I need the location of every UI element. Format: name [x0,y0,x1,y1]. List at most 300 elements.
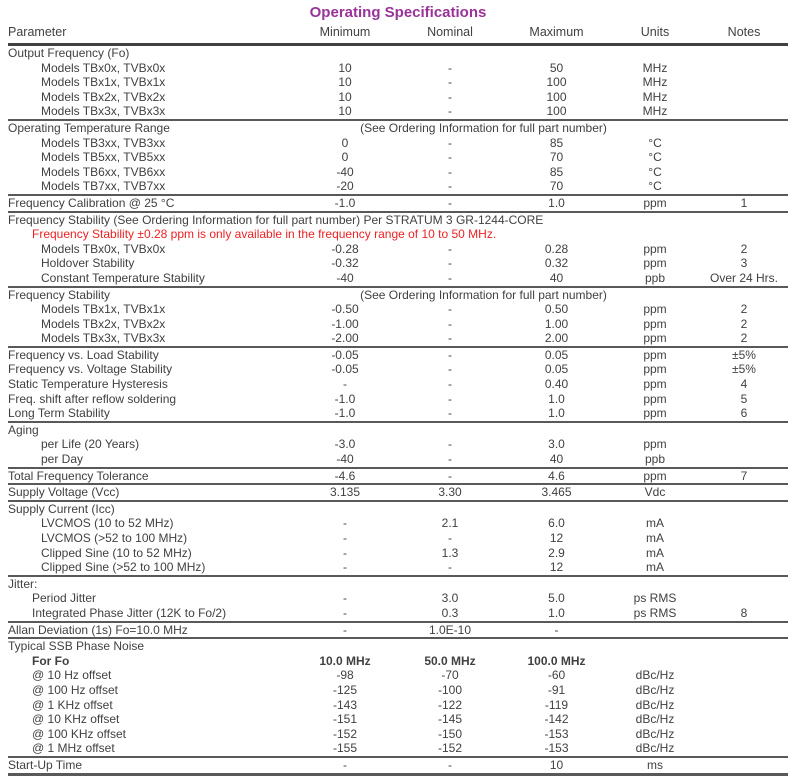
min-cell: - [343,591,347,606]
table-row [8,406,788,422]
table-row [8,727,788,742]
min-cell [293,576,397,592]
table-row [8,452,788,468]
notes-cell [700,546,788,561]
units-cell: °C [648,164,662,179]
units-cell: ppm [643,347,667,362]
min-cell: -143 [332,697,358,712]
units-cell: mA [646,531,664,545]
table-row [8,195,788,212]
units-cell [610,45,700,61]
units-cell: ps RMS [633,605,677,620]
nom-cell: - [448,406,452,421]
max-cell: 6.0 [548,516,565,531]
units-cell [610,622,700,639]
nom-cell: - [448,302,452,317]
table-row [8,75,788,90]
min-cell: -1.0 [334,195,356,210]
nom-cell: - [448,60,452,75]
min-cell: - [343,757,347,772]
min-cell: -4.6 [334,468,356,483]
max-cell: 2.9 [548,545,565,560]
notes-cell: 5 [740,391,748,406]
units-cell: dBc/Hz [635,726,675,741]
max-cell [503,45,610,61]
notes-cell [700,165,788,180]
param-cell: per Day [41,452,84,467]
table-row [8,741,788,757]
units-cell [610,654,700,669]
nom-cell: 1.3 [441,545,459,560]
param-cell: LVCMOS (10 to 52 MHz) [41,516,174,531]
table-row [8,242,788,257]
param-cell: Models TBx0x, TVBx0x [41,60,166,75]
min-cell: -2.00 [331,331,359,346]
param-cell: Models TBx1x, TVBx1x [41,302,166,317]
param-cell: Models TB5xx, TVB5xx [41,150,166,165]
table-row [8,377,788,392]
nom-cell: 0.3 [441,605,459,620]
table-row [8,120,788,136]
nom-cell: - [448,179,452,194]
table-row [8,668,788,683]
min-cell: -0.28 [331,241,359,256]
units-cell: ppm [643,406,667,421]
table-row [8,271,788,287]
max-cell: 50 [549,60,564,75]
nom-cell: -152 [437,741,463,756]
units-cell [610,120,700,136]
nom-cell: - [448,757,452,772]
nom-cell: - [448,531,452,545]
param-cell: Output Frequency (Fo) [8,46,130,60]
min-cell: -0.32 [331,256,359,271]
col-header-maximum: Maximum [529,25,584,39]
notes-cell [700,741,788,757]
nom-cell: - [448,331,452,346]
max-cell: 3.465 [541,485,572,500]
notes-cell [700,516,788,531]
notes-cell [700,422,788,438]
units-cell: ppm [643,316,667,331]
param-cell: Long Term Stability [8,406,110,421]
table-row [8,90,788,105]
min-cell: -40 [336,452,354,467]
notes-cell: 1 [740,195,748,210]
col-header-units: Units [640,25,670,39]
units-cell: ppm [643,391,667,406]
col-header-parameter: Parameter [8,25,67,39]
units-cell: dBc/Hz [635,712,675,727]
min-cell [293,422,397,438]
units-cell: ppm [643,362,667,377]
units-cell: °C [648,179,662,194]
table-row [8,757,788,774]
units-cell: °C [648,150,662,165]
max-cell: 5.0 [548,591,565,606]
nom-cell: - [448,270,452,285]
min-cell: 3.135 [329,485,361,500]
nom-cell: - [448,316,452,331]
param-cell: Models TBx0x, TVBx0x [41,241,166,256]
table-row [8,422,788,438]
notes-cell: 2 [740,241,748,256]
notes-cell [700,61,788,76]
param-cell: Models TBx3x, TVBx3x [41,331,166,346]
min-cell: -155 [332,741,358,756]
nom-cell: - [448,347,452,362]
min-cell: -1.0 [334,406,356,421]
units-cell: ppm [643,377,667,392]
param-cell: Models TBx3x, TVBx3x [41,104,166,119]
page-title: Operating Specifications [309,4,487,21]
max-cell: 1.0 [548,605,565,620]
param-cell: Static Temperature Hysteresis [8,377,168,392]
notes-cell [700,437,788,452]
notes-cell [700,501,788,517]
nom-cell: -100 [437,682,463,697]
max-cell: 12 [549,560,564,575]
min-cell [293,45,397,61]
min-cell: -3.0 [334,437,356,452]
min-cell: -1.00 [331,316,359,331]
param-cell: Period Jitter [32,591,97,606]
notes-cell: 6 [740,406,748,421]
max-cell: 85 [549,135,564,150]
notes-cell [700,75,788,90]
nom-cell: - [448,75,452,90]
max-cell: 0.05 [544,362,569,377]
spec-table-body [8,45,788,775]
units-cell: ppm [643,256,667,271]
table-row [8,606,788,622]
table-row [8,468,788,485]
notes-cell: Over 24 Hrs. [709,270,778,285]
param-cell: Total Frequency Tolerance [8,468,149,483]
notes-cell: 3 [740,256,748,271]
units-cell: ppm [643,302,667,317]
max-cell [503,501,610,517]
table-row [8,150,788,165]
max-cell: 40 [549,452,564,467]
min-cell: - [343,377,347,392]
param-cell: Clipped Sine (10 to 52 MHz) [41,545,192,560]
table-row [8,165,788,180]
nom-cell: 3.0 [441,591,459,606]
units-cell: ppm [643,468,667,483]
notes-cell [700,136,788,151]
units-cell: ppm [643,331,667,346]
nom-cell [397,576,503,592]
table-row [8,347,788,363]
table-row [8,698,788,713]
units-cell: ppm [643,437,667,452]
nom-cell: -122 [437,697,463,712]
table-row [8,256,788,271]
param-cell: Frequency vs. Voltage Stability [8,362,173,377]
min-cell: -1.0 [334,391,356,406]
max-cell: 10 [549,757,564,772]
span-note-cell: (See Ordering Information for full part number) [360,120,607,135]
param-cell: Freq. shift after reflow soldering [8,391,177,406]
notes-cell [700,683,788,698]
table-row [8,654,788,669]
param-cell: Frequency Stability [8,287,111,302]
min-cell: 10 [338,89,352,104]
max-cell: 3.0 [548,437,565,452]
max-cell: 0.40 [544,377,569,392]
units-cell [610,638,700,654]
table-row [8,227,788,242]
max-cell: 0.50 [544,302,569,317]
table-row [8,560,788,576]
notes-cell [700,150,788,165]
max-cell: 100 [546,75,567,90]
nom-cell: - [448,377,452,392]
param-cell: Models TB3xx, TVB3xx [41,135,166,150]
min-cell: - [343,605,347,620]
param-cell: per Life (20 Years) [41,437,140,452]
max-cell [503,638,610,654]
nom-cell: - [448,437,452,452]
max-cell: 4.6 [548,468,565,483]
nom-cell: - [448,104,452,119]
param-cell: Supply Voltage (Vcc) [8,485,120,500]
table-row [8,484,788,501]
table-row [8,392,788,407]
notes-cell [700,638,788,654]
max-cell: -142 [544,712,569,727]
nom-cell: 2.1 [441,516,459,531]
param-cell: Models TBx1x, TVBx1x [41,75,166,90]
notes-cell [700,179,788,195]
units-cell: dBc/Hz [635,697,675,712]
max-cell: 1.00 [544,316,569,331]
table-row [8,61,788,76]
table-row [8,576,788,592]
max-cell: 2.00 [544,331,569,346]
table-row [8,683,788,698]
min-cell: -0.05 [331,347,359,362]
notes-cell [700,622,788,639]
min-cell [293,501,397,517]
param-cell: @ 1 MHz offset [32,741,115,756]
table-row [8,437,788,452]
param-cell: Models TBx2x, TVBx2x [41,89,166,104]
param-cell: @ 10 Hz offset [32,668,112,683]
max-cell: 40 [549,270,564,285]
notes-cell [700,531,788,546]
table-row [8,546,788,561]
min-cell: 10.0 MHz [319,653,371,668]
param-cell: Supply Current (Icc) [8,501,115,516]
nom-cell: - [448,150,452,165]
param-cell: Models TBx2x, TVBx2x [41,316,166,331]
table-row [8,501,788,517]
param-cell: Operating Temperature Range [8,120,170,135]
nom-cell: - [448,241,452,256]
table-row [8,317,788,332]
notes-cell [700,757,788,774]
max-cell: 1.0 [548,406,565,421]
nom-cell: - [448,560,452,575]
table-row [8,212,788,228]
min-cell: - [343,545,347,560]
notes-cell [700,45,788,61]
param-cell: Allan Deviation (1s) Fo=10.0 MHz [8,622,188,637]
min-cell: 10 [338,104,352,119]
notes-cell [700,698,788,713]
table-row [8,591,788,606]
param-cell: Models TB6xx, TVB6xx [41,164,166,179]
notes-cell [700,712,788,727]
notes-cell: 2 [740,331,748,346]
units-cell: ppb [644,452,666,467]
nom-cell: - [448,452,452,467]
notes-cell: 7 [740,468,748,483]
nom-cell: - [448,195,452,210]
min-cell: -0.05 [331,362,359,377]
notes-cell: ±5% [732,362,756,377]
units-cell: MHz [642,60,668,75]
notes-cell [700,104,788,120]
units-cell: mA [646,516,664,531]
max-cell: -153 [544,741,569,756]
param-cell: Frequency vs. Load Stability [8,347,159,362]
table-row [8,362,788,377]
notes-cell [700,452,788,468]
units-cell: ppb [644,270,666,285]
notes-cell [700,654,788,669]
units-cell: ppm [643,241,667,256]
param-cell: @ 100 Hz offset [32,682,119,697]
param-cell: Typical SSB Phase Noise [8,639,145,654]
min-cell: - [343,531,347,545]
min-cell: -20 [336,179,354,194]
units-cell: Vdc [644,485,666,500]
table-row [8,516,788,531]
table-row [8,45,788,61]
units-cell: dBc/Hz [635,668,675,683]
param-cell: Aging [8,422,39,437]
min-cell: -151 [332,712,358,727]
nom-cell: - [448,362,452,377]
param-cell: Start-Up Time [8,757,83,772]
min-cell: -40 [336,164,354,179]
units-cell: MHz [642,104,668,119]
max-cell: -119 [544,697,569,712]
min-cell: -125 [332,682,358,697]
units-cell: MHz [642,75,668,90]
header-row [8,24,788,45]
max-cell: - [554,622,559,637]
table-row [8,531,788,546]
notes-cell: 2 [740,316,748,331]
max-cell: -91 [547,682,566,697]
min-cell: -40 [336,270,354,285]
notes-cell [700,591,788,606]
param-cell: Frequency Stability (See Ordering Information for full part number) Per STRATUM 3 GR-1244-CORE [8,212,544,227]
units-cell: ps RMS [633,591,677,606]
nom-cell [397,638,503,654]
max-cell: 1.0 [548,391,565,406]
units-cell: dBc/Hz [635,741,675,756]
units-cell: ppm [643,195,667,210]
nom-cell: - [448,164,452,179]
param-cell: @ 1 KHz offset [32,697,113,712]
max-cell: -153 [544,726,569,741]
max-cell: 85 [549,164,564,179]
max-cell: 0.28 [544,241,569,256]
min-cell: 10 [338,75,352,90]
notes-cell [700,727,788,742]
units-cell: mA [646,545,664,560]
param-cell: LVCMOS (>52 to 100 MHz) [41,531,188,545]
table-row [8,331,788,347]
param-cell: Integrated Phase Jitter (12K to Fo/2) [32,605,227,620]
min-cell: 10 [338,60,352,75]
min-cell: 0 [341,150,349,165]
param-cell: For Fo [32,653,70,668]
col-header-minimum: Minimum [319,25,371,39]
nom-cell: - [448,391,452,406]
nom-cell: 50.0 MHz [424,653,476,668]
units-cell [610,422,700,438]
notes-cell: 8 [740,605,748,620]
min-cell: - [343,560,347,575]
table-row [8,287,788,303]
notes-cell: ±5% [732,347,756,362]
nom-cell: - [448,135,452,150]
units-cell [610,576,700,592]
span-note-cell: (See Ordering Information for full part number) [360,287,607,302]
table-row [8,622,788,639]
min-cell: -98 [336,668,354,683]
max-cell: 1.0 [548,195,565,210]
min-cell: - [343,516,347,531]
notes-cell [700,560,788,576]
param-cell: Models TB7xx, TVB7xx [41,179,166,194]
notes-cell [700,668,788,683]
min-cell: -152 [332,726,358,741]
notes-cell [700,120,788,136]
max-cell: -60 [547,668,566,683]
spec-table [8,24,788,776]
units-cell: °C [648,135,662,150]
param-cell: @ 10 KHz offset [32,712,120,727]
min-cell: 0 [341,135,349,150]
table-row [8,136,788,151]
param-cell: Jitter: [8,576,38,591]
nom-cell: -70 [441,668,459,683]
nom-cell: - [448,89,452,104]
units-cell: MHz [642,89,668,104]
notes-cell: 4 [740,377,748,392]
nom-cell: -150 [437,726,463,741]
param-cell: Constant Temperature Stability [41,270,205,285]
units-cell [610,287,700,303]
param-cell: @ 100 KHz offset [32,726,127,741]
max-cell: 0.05 [544,347,569,362]
min-cell: - [343,622,347,637]
notes-cell [700,484,788,501]
max-cell: 70 [549,179,564,194]
param-cell: Frequency Calibration @ 25 °C [8,195,175,210]
param-cell: Holdover Stability [41,256,135,271]
nom-cell [397,501,503,517]
units-cell [610,501,700,517]
col-header-notes: Notes [727,25,761,39]
